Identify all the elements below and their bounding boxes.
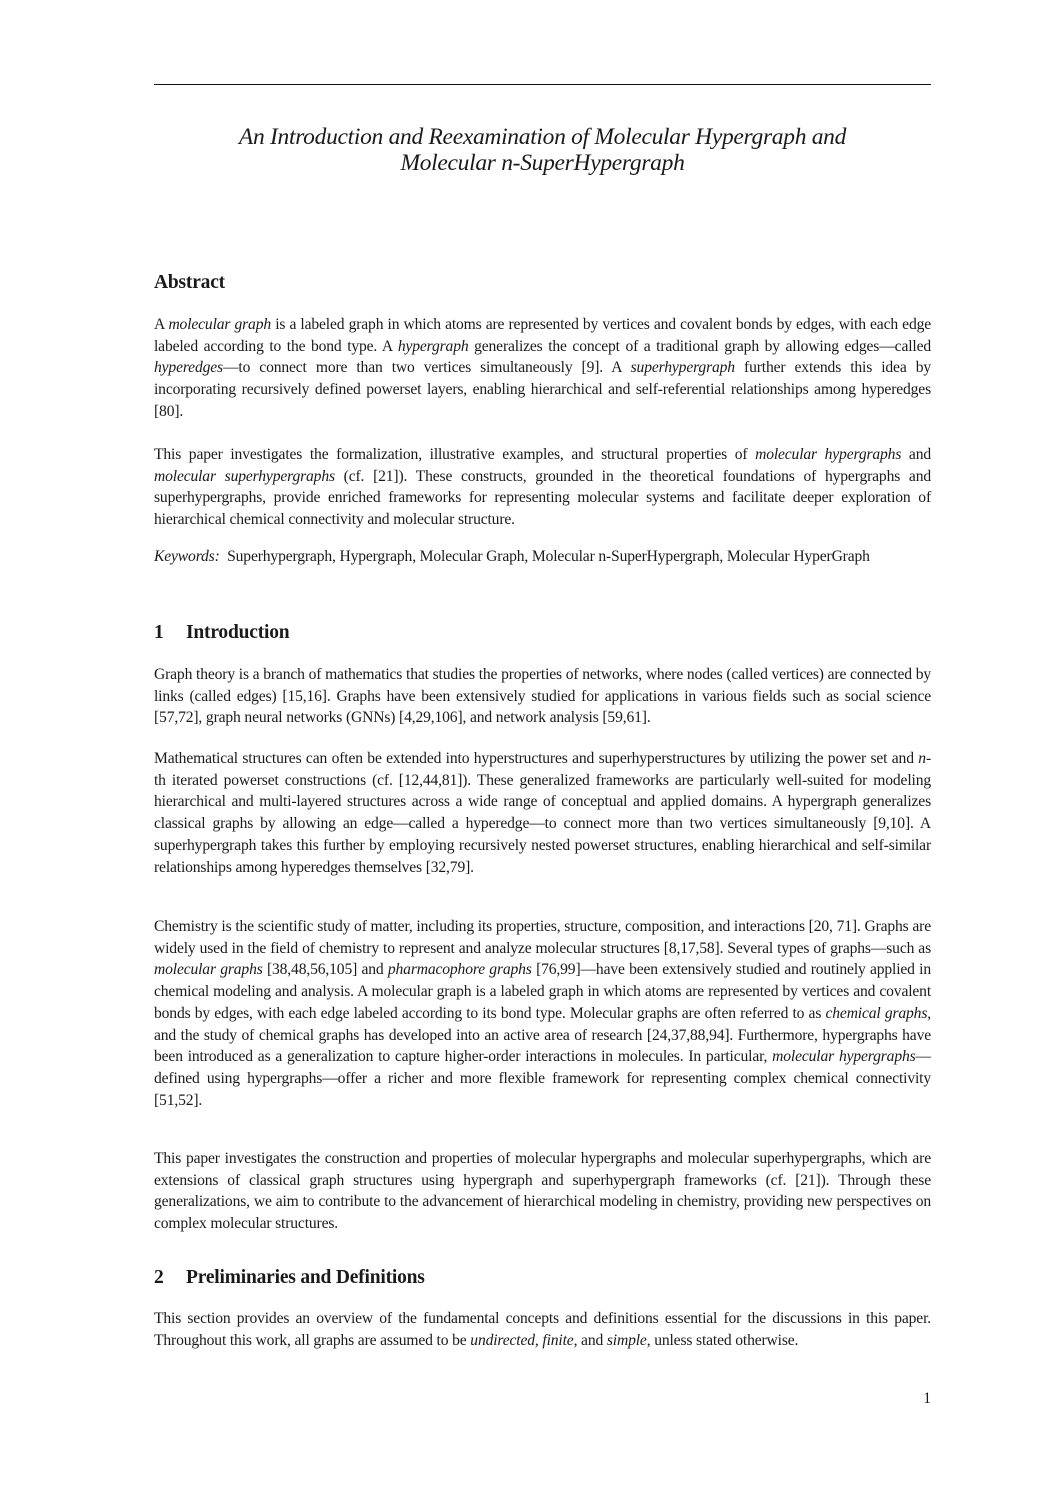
- text-run: This paper investigates the formalization, illustrative examples, and structural properties of: [154, 446, 756, 463]
- text-run: , and the study of chemical graphs has developed into an active area of research [24,37,88,94]. Furthermore, hypergraphs have been introduced as a generalization to capture higher-order interactions in molecules. In particular,: [154, 1004, 931, 1066]
- keywords-list: Superhypergraph, Hypergraph, Molecular Graph, Molecular n-SuperHypergraph, Molecular HyperGraph: [227, 548, 870, 565]
- keywords-block: [154, 546, 931, 568]
- text-run: further extends this idea by incorporating recursively defined powerset layers, enabling hierarchical and self-referential relationships among hyperedges [80].: [154, 359, 931, 420]
- emphasized-term: n: [918, 750, 926, 767]
- abstract-heading-block: [154, 272, 931, 294]
- emphasized-term: molecular hypergraphs: [755, 446, 902, 463]
- title-line-1: An Introduction and Reexamination of Molecular Hypergraph and: [238, 124, 847, 150]
- body-paragraph: [154, 916, 931, 1111]
- emphasized-term: simple: [606, 1331, 647, 1349]
- text-run: Chemistry is the scientific study of matter, including its properties, structure, composition, and interactions [20, 71]. Graphs are widely used in the field of chemistry to represent and analyze molecular structures [8,17,58]. Several types of graphs—such as: [154, 918, 931, 957]
- text-run: , and: [573, 1331, 607, 1349]
- emphasized-term: molecular hypergraphs: [772, 1048, 916, 1066]
- prelim-paragraph-1-block: [154, 1308, 931, 1351]
- abstract-paragraph-1-block: [154, 314, 931, 423]
- emphasized-term: chemical graphs: [825, 1004, 928, 1022]
- keywords-label: Keywords:: [154, 548, 220, 565]
- paper-title: [154, 124, 931, 176]
- page-number: 1: [923, 1390, 931, 1407]
- section-heading-introduction: [154, 622, 931, 644]
- section-title: Introduction: [186, 622, 290, 643]
- text-run: , unless stated otherwise.: [646, 1331, 799, 1349]
- section-number: 1: [154, 622, 164, 643]
- section-1-heading-block: [154, 622, 931, 644]
- intro-paragraph-1-block: [154, 664, 931, 729]
- text-run: -th iterated powerset constructions (cf. [12,44,81]). These generalized frameworks are particularly well-suited for modeling hierarchical and multi-layered structures across a wide range of conceptual and applied domains. A hypergraph generalizes classical graphs by allowing an edge—called a hyperedge—to connect more than two vertices simultaneously [9,10]. A superhypergraph takes this further by employing recursively nested powerset structures, enabling hierarchical and self-similar relationships among hyperedges themselves [32,79].: [154, 750, 931, 876]
- text-run: [76,99]—have been extensively studied and routinely applied in chemical modeling and analysis. A molecular graph is a labeled graph in which atoms are represented by vertices and covalent bonds by edges, with each edge labeled according to its bond type. Molecular graphs are often referred to as: [154, 961, 931, 1022]
- text-run: —defined using hypergraphs—offer a richer and more flexible framework for representing complex chemical connectivity [51,52].: [154, 1048, 931, 1109]
- text-run: and: [901, 446, 931, 463]
- abstract-paragraph: [154, 314, 931, 423]
- section-2-heading-block: [154, 1267, 931, 1289]
- abstract-paragraph: [154, 444, 931, 531]
- title-line-2: Molecular n-SuperHypergraph: [400, 150, 685, 176]
- text-run: This paper investigates the construction and properties of molecular hypergraphs and molecular superhypergraphs, which are extensions of classical graph structures using hypergraph and superhypergraph frameworks (cf. [21]). Through these generalizations, we aim to contribute to the advancement of hierarchical modeling in chemistry, providing new perspectives on complex molecular structures.: [154, 1150, 931, 1233]
- emphasized-term: hypergraph: [397, 337, 469, 355]
- body-paragraph: [154, 1148, 931, 1235]
- header-rule: [154, 84, 931, 85]
- emphasized-term: molecular graph: [168, 316, 272, 333]
- abstract-paragraph-2-block: [154, 444, 931, 531]
- emphasized-term: molecular superhypergraphs: [154, 467, 335, 485]
- emphasized-term: molecular graphs: [154, 961, 263, 979]
- section-heading-preliminaries: [154, 1267, 931, 1289]
- text-run: Graph theory is a branch of mathematics that studies the properties of networks, where nodes (called vertices) are connected by links (called edges) [15,16]. Graphs have been extensively studied for applications in various fields such as social science [57,72], graph neural networks (GNNs) [4,29,106], and network analysis [59,61].: [154, 666, 931, 727]
- text-run: generalizes the concept of a traditional graph by allowing edges—called: [468, 337, 931, 355]
- body-paragraph: [154, 748, 931, 878]
- emphasized-term: undirected: [470, 1331, 535, 1349]
- body-paragraph: [154, 664, 931, 729]
- keywords: [154, 546, 931, 568]
- text-run: A: [154, 316, 169, 333]
- text-run: is a labeled graph in which atoms are represented by vertices and covalent bonds by edges, with each edge labeled according to the bond type. A: [154, 316, 932, 355]
- emphasized-term: pharmacophore graphs: [387, 961, 532, 979]
- text-run: (cf. [21]). These constructs, grounded in the theoretical foundations of hypergraphs and superhypergraphs, provide enriched frameworks for representing molecular systems and facilitate deeper exploration of hierarchical chemical connectivity and molecular structure.: [154, 467, 931, 529]
- section-title: Preliminaries and Definitions: [186, 1267, 425, 1288]
- intro-paragraph-2-block: [154, 748, 931, 878]
- text-run: —to connect more than two vertices simultaneously [9]. A: [222, 359, 631, 377]
- emphasized-term: finite: [542, 1331, 574, 1349]
- text-run: Mathematical structures can often be extended into hyperstructures and superhyperstructures by utilizing the power set and: [154, 750, 919, 767]
- section-number: 2: [154, 1267, 164, 1288]
- text-run: ,: [534, 1331, 543, 1349]
- intro-paragraph-4-block: [154, 1148, 931, 1235]
- text-run: This section provides an overview of the fundamental concepts and definitions essential for the discussions in this paper. Throughout this work, all graphs are assumed to be: [154, 1310, 931, 1349]
- text-run: [38,48,56,105] and: [262, 961, 388, 979]
- abstract-heading: Abstract: [154, 272, 225, 293]
- emphasized-term: hyperedges: [154, 359, 223, 377]
- intro-paragraph-3-block: [154, 916, 931, 1111]
- body-paragraph: [154, 1308, 931, 1351]
- emphasized-term: superhypergraph: [630, 359, 735, 377]
